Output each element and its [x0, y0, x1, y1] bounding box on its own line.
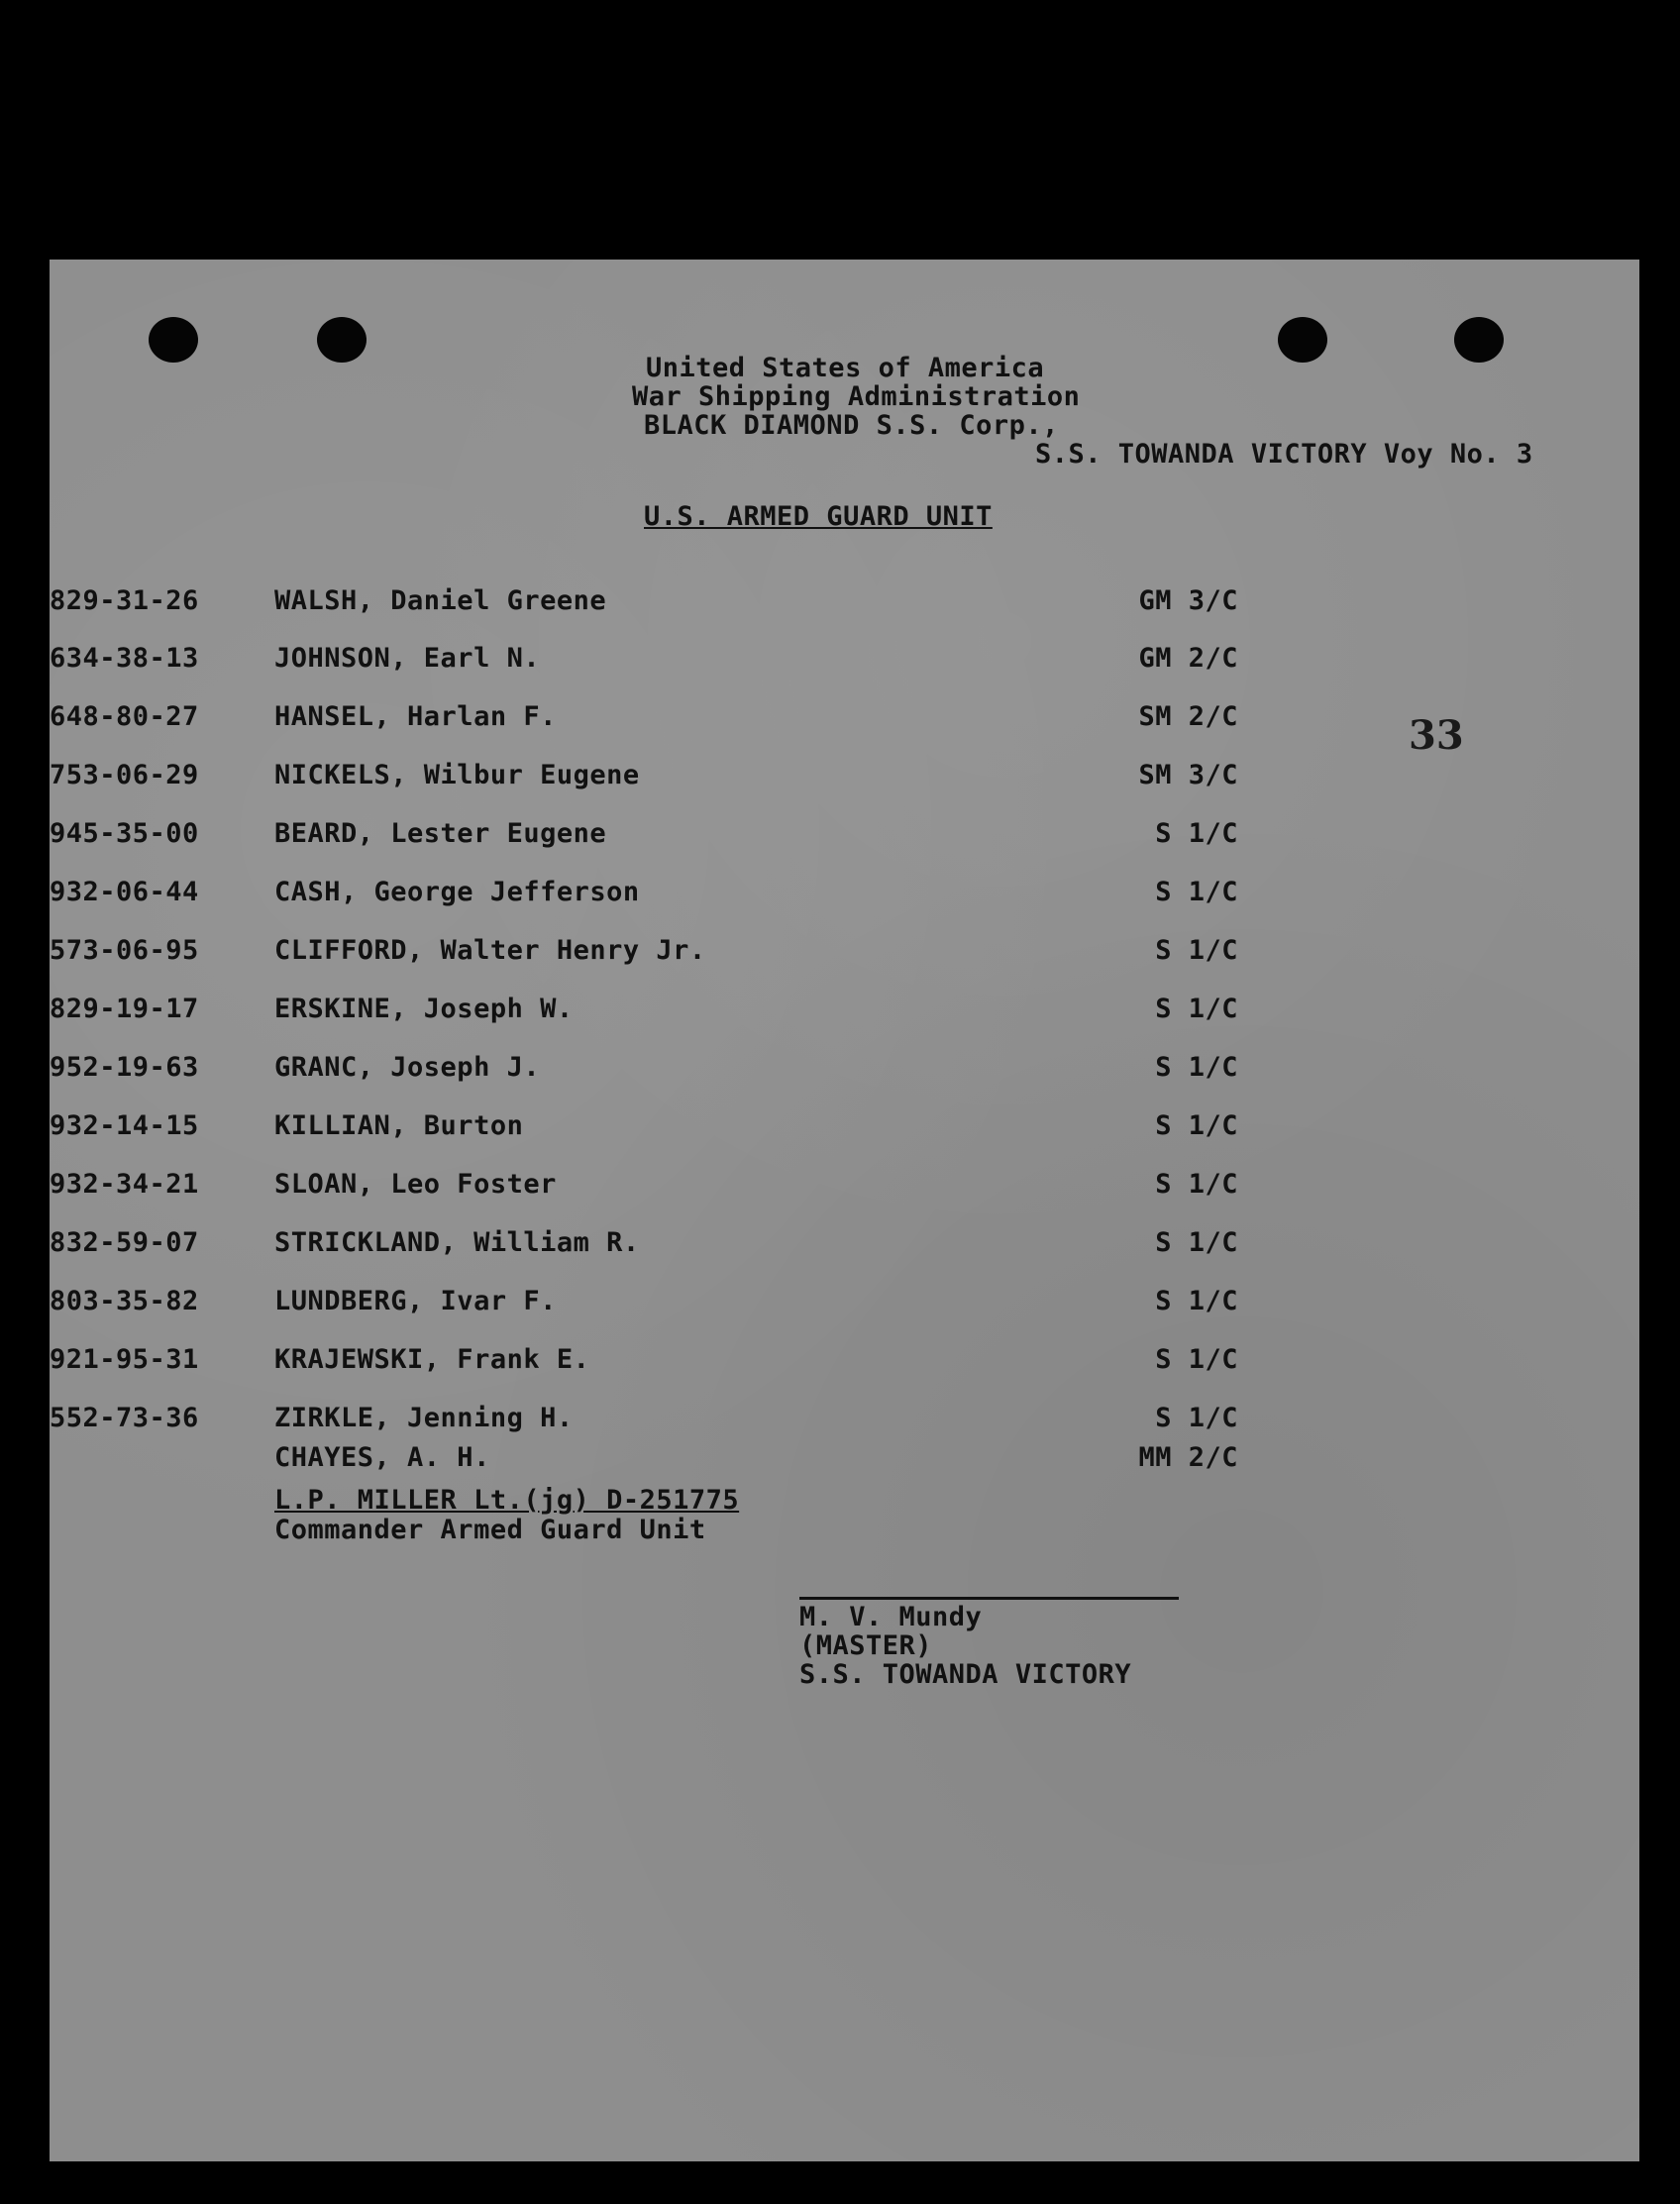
master-signature-line [799, 1597, 1179, 1600]
crew-row [50, 1170, 1639, 1200]
crew-row [50, 878, 1639, 907]
service-number: 829-31-26 [50, 585, 199, 616]
master-ship: S.S. TOWANDA VICTORY [799, 1659, 1132, 1690]
crew-rate: S 1/C [1155, 1344, 1238, 1375]
crew-rate: S 1/C [1155, 935, 1238, 966]
crew-rate: S 1/C [1155, 1052, 1238, 1083]
crew-row [50, 1287, 1639, 1316]
crew-name: STRICKLAND, William R. [274, 1227, 640, 1258]
crew-row [50, 819, 1639, 849]
crew-name: SLOAN, Leo Foster [274, 1169, 557, 1200]
crew-rate: S 1/C [1155, 1227, 1238, 1258]
punch-hole [1454, 317, 1504, 363]
service-number: 952-19-63 [50, 1052, 199, 1083]
crew-row [50, 1053, 1639, 1083]
service-number: 829-19-17 [50, 994, 199, 1024]
service-number: 932-06-44 [50, 877, 199, 907]
header-line-3: BLACK DIAMOND S.S. Corp., [644, 410, 1059, 441]
punch-hole [149, 317, 198, 363]
service-number: 921-95-31 [50, 1344, 199, 1375]
header-line-1: United States of America [646, 353, 1045, 383]
punch-hole [317, 317, 367, 363]
crew-rate: GM 3/C [1138, 585, 1238, 616]
crew-rate: S 1/C [1155, 1169, 1238, 1200]
service-number: 753-06-29 [50, 760, 199, 790]
service-number: 648-80-27 [50, 701, 199, 732]
crew-name: ERSKINE, Joseph W. [274, 994, 574, 1024]
service-number: 803-35-82 [50, 1286, 199, 1316]
master-name: M. V. Mundy [799, 1602, 983, 1632]
crew-name: KILLIAN, Burton [274, 1110, 524, 1141]
crew-name: CASH, George Jefferson [274, 877, 640, 907]
commander-title: Commander Armed Guard Unit [274, 1515, 706, 1545]
commander-name: L.P. MILLER Lt.(jg) D-251775 [274, 1485, 740, 1516]
crew-row [50, 995, 1639, 1024]
service-number: 932-14-15 [50, 1110, 199, 1141]
crew-row [50, 1111, 1639, 1141]
crew-name: LUNDBERG, Ivar F. [274, 1286, 557, 1316]
crew-rate: SM 2/C [1138, 701, 1238, 732]
page-number-stamp: 33 [1409, 712, 1464, 759]
crew-name: CHAYES, A. H. [274, 1442, 490, 1473]
document-page [50, 260, 1639, 2161]
crew-name: NICKELS, Wilbur Eugene [274, 760, 640, 790]
crew-row [50, 702, 1639, 732]
crew-row [50, 936, 1639, 966]
crew-rate: SM 3/C [1138, 760, 1238, 790]
crew-rate: MM 2/C [1138, 1442, 1238, 1473]
crew-name: ZIRKLE, Jenning H. [274, 1403, 574, 1433]
service-number: 573-06-95 [50, 935, 199, 966]
crew-row [50, 1404, 1639, 1433]
service-number: 634-38-13 [50, 643, 199, 674]
crew-rate: S 1/C [1155, 877, 1238, 907]
crew-rate: S 1/C [1155, 1110, 1238, 1141]
header-line-2: War Shipping Administration [632, 381, 1081, 412]
crew-row [50, 644, 1639, 674]
crew-rate: S 1/C [1155, 818, 1238, 849]
page-title: U.S. ARMED GUARD UNIT [644, 501, 993, 532]
crew-rate: S 1/C [1155, 994, 1238, 1024]
punch-hole [1278, 317, 1327, 363]
service-number: 552-73-36 [50, 1403, 199, 1433]
service-number: 932-34-21 [50, 1169, 199, 1200]
crew-rate: S 1/C [1155, 1403, 1238, 1433]
crew-row [50, 1345, 1639, 1375]
crew-rate: S 1/C [1155, 1286, 1238, 1316]
service-number: 945-35-00 [50, 818, 199, 849]
crew-name: GRANC, Joseph J. [274, 1052, 541, 1083]
crew-name: JOHNSON, Earl N. [274, 643, 541, 674]
crew-row [50, 1443, 1639, 1473]
ship-voyage: S.S. TOWANDA VICTORY Voy No. 3 [1035, 439, 1533, 470]
crew-name: BEARD, Lester Eugene [274, 818, 607, 849]
crew-name: KRAJEWSKI, Frank E. [274, 1344, 590, 1375]
crew-name: HANSEL, Harlan F. [274, 701, 557, 732]
crew-name: CLIFFORD, Walter Henry Jr. [274, 935, 706, 966]
crew-rate: GM 2/C [1138, 643, 1238, 674]
crew-row [50, 1228, 1639, 1258]
master-title: (MASTER) [799, 1630, 933, 1661]
crew-name: WALSH, Daniel Greene [274, 585, 607, 616]
crew-row [50, 761, 1639, 790]
crew-row [50, 586, 1639, 616]
service-number: 832-59-07 [50, 1227, 199, 1258]
